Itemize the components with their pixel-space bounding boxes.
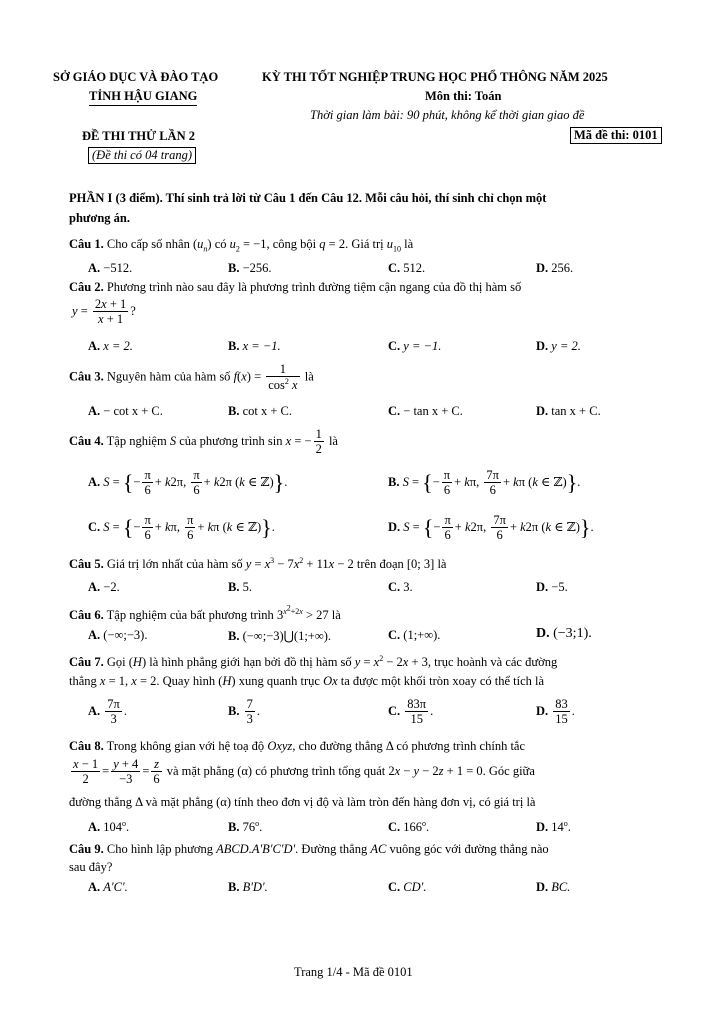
pages-note: (Đề thi có 04 trang) (88, 147, 196, 164)
q2-function: y = $\frac{2x + 1}{x + 1}$ ? (72, 297, 136, 327)
q2-option-a[interactable]: A. x = 2. (88, 339, 133, 353)
question-8-line2: $\frac{x - 1}{2}$ = $\frac{y + 4}{-3}$ = $\frac{z}{6}$ và mặt phẳng (α) có phương trình tổng quát 2x − y − 2z + 1 = 0. Góc giữa (73, 757, 535, 787)
question-3: Câu 3. Nguyên hàm của hàm số f(x) = $\frac{1}{\cos^2 x}$ là (69, 362, 314, 393)
q1-option-b[interactable]: B. −256. (228, 261, 272, 275)
page-footer: Trang 1/4 - Mã đề 0101 (294, 965, 413, 979)
q4-option-c[interactable]: C. S = {− $\frac{\pi}{6}$ + kπ, $\frac{\pi}{6}$ + kπ (k ∈ ℤ)}. (88, 513, 275, 543)
q1-option-a[interactable]: A. −512. (88, 261, 133, 275)
question-5: Câu 5. Giá trị lớn nhất của hàm số $y = x^3 - 7x^2 + 11x - 2$ trên đoạn [0; 3] là (69, 556, 447, 572)
question-7-line2: thẳng x = 1, x = 2. Quay hình (H) xung quanh trục Ox ta được một khối tròn xoay có thể tích là (69, 674, 545, 688)
exam-code: Mã đề thi: 0101 (570, 127, 662, 144)
q8-option-b[interactable]: B. 76$^o$. (228, 819, 263, 835)
q9-option-a[interactable]: A. A'C'. (88, 880, 128, 894)
q6-option-b[interactable]: B. (−∞;−3)⋃(1;+∞). (228, 629, 332, 643)
q9-option-d[interactable]: D. BC. (536, 880, 571, 894)
q4-option-a[interactable]: A. S = {− $\frac{\pi}{6}$ + k2π, $\frac{\pi}{6}$ + k2π (k ∈ ℤ)}. (88, 468, 288, 498)
q2-option-b[interactable]: B. x = −1. (228, 339, 281, 353)
attempt-label: ĐỀ THI THỬ LẦN 2 (82, 129, 195, 143)
q3-option-d[interactable]: D. tan x + C. (536, 404, 601, 418)
subject: Môn thi: Toán (425, 89, 502, 103)
time-note: Thời gian làm bài: 90 phút, không kể thời gian giao đề (310, 108, 585, 122)
org-line1: SỞ GIÁO DỤC VÀ ĐÀO TẠO (53, 70, 219, 84)
part1-heading: PHẦN I (3 điểm). Thí sinh trả lời từ Câu 1 đến Câu 12. Mỗi câu hỏi, thí sinh chỉ chọn một (69, 191, 547, 205)
q8-option-c[interactable]: C. 166$^o$. (388, 819, 430, 835)
question-2: Câu 2. Phương trình nào sau đây là phương trình đường tiệm cận ngang của đồ thị hàm số (69, 280, 522, 294)
q7-option-b[interactable]: B. $\frac{7}{3}$ . (228, 697, 260, 727)
q6-option-d[interactable]: D. (−3;1). (536, 626, 592, 641)
q9-option-c[interactable]: C. CD'. (388, 880, 427, 894)
q7-option-d[interactable]: D. $\frac{83}{15}$ . (536, 697, 575, 727)
q5-option-a[interactable]: A. −2. (88, 580, 120, 594)
q1-option-c[interactable]: C. 512. (388, 261, 426, 275)
q8-option-a[interactable]: A. 104$^o$. (88, 819, 130, 835)
question-6: Câu 6. Tập nghiệm của bất phương trình $3^{x^2+2x} > 27$ là (69, 603, 341, 622)
q2-option-d[interactable]: D. y = 2. (536, 339, 581, 353)
q6-option-a[interactable]: A. (−∞;−3). (88, 628, 148, 642)
question-8-line3: đường thẳng Δ và mặt phẳng (α) tính theo đơn vị độ và làm tròn đến hàng đơn vị, có giá trị là (69, 795, 536, 809)
q3-option-c[interactable]: C. − tan x + C. (388, 404, 463, 418)
q3-option-a[interactable]: A. − cot x + C. (88, 404, 163, 418)
q8-option-d[interactable]: D. 14$^o$. (536, 819, 571, 835)
q5-option-b[interactable]: B. 5. (228, 580, 252, 594)
q5-option-c[interactable]: C. 3. (388, 580, 413, 594)
org-line2: TỈNH HẬU GIANG (89, 89, 197, 106)
q7-option-c[interactable]: C. $\frac{83\pi}{15}$ . (388, 697, 434, 727)
q3-option-b[interactable]: B. cot x + C. (228, 404, 293, 418)
question-7-line1: Câu 7. Gọi (H) là hình phẳng giới hạn bởi đồ thị hàm số $y = x^2 - 2x + 3$, trục hoành và các đường (69, 654, 558, 670)
question-1: Câu 1. Cho cấp số nhân $(u_n)$ có $u_2 = -1$, công bội q = 2. Giá trị $u_{10}$ là (69, 237, 414, 254)
question-8-line1: Câu 8. Trong không gian với hệ toạ độ Oxyz, cho đường thẳng Δ có phương trình chính tắc (69, 739, 526, 753)
q2-option-c[interactable]: C. y = −1. (388, 339, 442, 353)
q4-option-b[interactable]: B. S = {− $\frac{\pi}{6}$ + kπ, $\frac{7\pi}{6}$ + kπ (k ∈ ℤ)}. (388, 468, 581, 498)
q6-option-c[interactable]: C. (1;+∞). (388, 628, 441, 642)
q7-option-a[interactable]: A. $\frac{7\pi}{3}$ . (88, 697, 127, 727)
exam-title: KỲ THI TỐT NGHIỆP TRUNG HỌC PHỔ THÔNG NĂM 2025 (262, 70, 608, 84)
part1-heading-cont: phương án. (69, 211, 130, 225)
question-4: Câu 4. Tập nghiệm S của phương trình sin x = − $\frac{1}{2}$ là (69, 427, 338, 457)
q5-option-d[interactable]: D. −5. (536, 580, 568, 594)
question-9-line1: Câu 9. Cho hình lập phương ABCD.A'B'C'D'. Đường thẳng AC vuông góc với đường thẳng nào (69, 842, 549, 856)
question-9-line2: sau đây? (69, 860, 113, 874)
q1-option-d[interactable]: D. 256. (536, 261, 574, 275)
q9-option-b[interactable]: B. B'D'. (228, 880, 268, 894)
q4-option-d[interactable]: D. S = {− $\frac{\pi}{6}$ + k2π, $\frac{7\pi}{6}$ + k2π (k ∈ ℤ)}. (388, 513, 594, 543)
